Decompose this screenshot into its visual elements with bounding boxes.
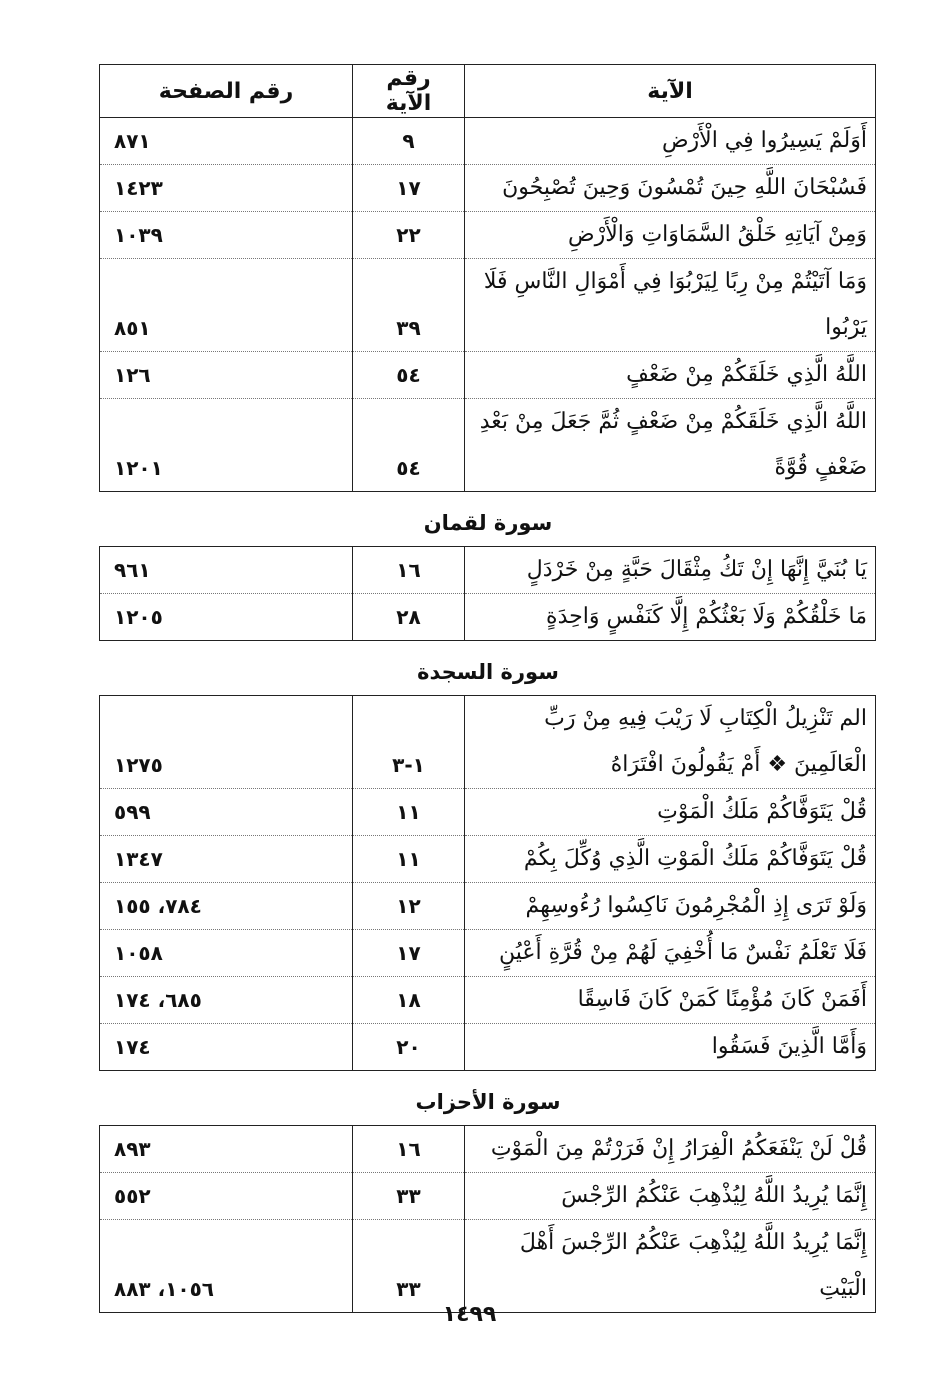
page-ref: ١٢٧٥ <box>100 696 353 789</box>
page-ref: ١٤٢٣ <box>100 165 353 212</box>
table-row <box>100 883 876 930</box>
ayah-number: ١١ <box>353 789 465 836</box>
table-row <box>100 399 876 492</box>
ayah-text: مَا خَلْقُكُمْ وَلَا بَعْثُكُمْ إِلَّا كَنَفْسٍ وَاحِدَةٍ <box>465 594 876 641</box>
ayah-number: ٣٣ <box>353 1220 465 1313</box>
page-ref: ٨٥١ <box>100 259 353 352</box>
ayah-text: قُلْ يَتَوَفَّاكُمْ مَلَكُ الْمَوْتِ الَّذِي وُكِّلَ بِكُمْ <box>465 836 876 883</box>
page-ref: ٨٩٣ <box>100 1126 353 1173</box>
table-row <box>100 789 876 836</box>
surah-title-ahzab: سورة الأحزاب <box>415 1090 561 1114</box>
ayah-number: ١٧ <box>353 165 465 212</box>
ayah-text: إِنَّمَا يُرِيدُ اللَّهُ لِيُذْهِبَ عَنْكُمُ الرِّجْسَ <box>465 1173 876 1220</box>
page-ref: ٦٨٥، ١٧٤ <box>100 977 353 1024</box>
ayah-text: وَمَا آتَيْتُمْ مِنْ رِبًا لِيَرْبُوَا فِي أَمْوَالِ النَّاسِ فَلَا يَرْبُوا <box>465 259 876 352</box>
page-ref: ٨٧١ <box>100 118 353 165</box>
index-table-ahzab <box>99 1125 876 1313</box>
page-ref: ٩٦١ <box>100 547 353 594</box>
page-ref: ١٧٤ <box>100 1024 353 1071</box>
table-row <box>100 1126 876 1173</box>
ayah-number: ١٨ <box>353 977 465 1024</box>
table-row <box>100 977 876 1024</box>
table-row <box>100 1173 876 1220</box>
ayah-number: ١٦ <box>353 547 465 594</box>
table-row <box>100 118 876 165</box>
ayah-text: وَمِنْ آيَاتِهِ خَلْقُ السَّمَاوَاتِ وَالْأَرْضِ <box>465 212 876 259</box>
ayah-number: ١١ <box>353 836 465 883</box>
page-ref: ١٠٥٦، ٨٨٣ <box>100 1220 353 1313</box>
index-page <box>100 64 876 1313</box>
ayah-text: وَأَمَّا الَّذِينَ فَسَقُوا <box>465 1024 876 1071</box>
index-table-sajdah <box>99 695 876 1071</box>
ayah-text: أَفَمَنْ كَانَ مُؤْمِنًا كَمَنْ كَانَ فَاسِقًا <box>465 977 876 1024</box>
ayah-text: اللَّهُ الَّذِي خَلَقَكُمْ مِنْ ضَعْفٍ <box>465 352 876 399</box>
table-row <box>100 1024 876 1071</box>
header-ayah-number: رقم الآية <box>353 65 465 118</box>
ayah-number: ٢٢ <box>353 212 465 259</box>
ayah-text: اللَّهُ الَّذِي خَلَقَكُمْ مِنْ ضَعْفٍ ثُمَّ جَعَلَ مِنْ بَعْدِ ضَعْفٍ قُوَّةً <box>465 399 876 492</box>
ayah-number: ٥٤ <box>353 352 465 399</box>
ayah-text: يَا بُنَيَّ إِنَّهَا إِنْ تَكُ مِثْقَالَ حَبَّةٍ مِنْ خَرْدَلٍ <box>465 547 876 594</box>
table-row <box>100 165 876 212</box>
page-ref: ٥٩٩ <box>100 789 353 836</box>
ayah-number: ١٦ <box>353 1126 465 1173</box>
page-ref: ١٣٤٧ <box>100 836 353 883</box>
ayah-number: ٣٣ <box>353 1173 465 1220</box>
ayah-number: ١٧ <box>353 930 465 977</box>
ayah-number: ٥٤ <box>353 399 465 492</box>
page-ref: ٥٥٢ <box>100 1173 353 1220</box>
ayah-number: ٩ <box>353 118 465 165</box>
header-ayah: الآية <box>465 65 876 118</box>
table-header-row <box>100 65 876 118</box>
page-ref: ١٠٣٩ <box>100 212 353 259</box>
index-table-luqman <box>99 546 876 641</box>
surah-title-luqman: سورة لقمان <box>423 511 553 535</box>
page-ref: ١٢٦ <box>100 352 353 399</box>
surah-title-sajdah: سورة السجدة <box>417 660 559 684</box>
ayah-text: الم تَنْزِيلُ الْكِتَابِ لَا رَيْبَ فِيهِ مِنْ رَبِّ الْعَالَمِينَ ❖ أَمْ يَقُولُونَ افْتَرَاهُ <box>465 696 876 789</box>
table-row <box>100 594 876 641</box>
page-ref: ١٠٥٨ <box>100 930 353 977</box>
page-number: ١٤٩٩ <box>442 1302 497 1327</box>
table-row <box>100 1220 876 1313</box>
ayah-number: ١٢ <box>353 883 465 930</box>
ayah-number: ٣٩ <box>353 259 465 352</box>
ayah-text: فَلَا تَعْلَمُ نَفْسٌ مَا أُخْفِيَ لَهُمْ مِنْ قُرَّةِ أَعْيُنٍ <box>465 930 876 977</box>
table-row <box>100 696 876 789</box>
table-row <box>100 836 876 883</box>
header-page-number: رقم الصفحة <box>100 65 353 118</box>
table-row <box>100 930 876 977</box>
ayah-number: ١-٣ <box>353 696 465 789</box>
page-ref: ٧٨٤، ١٥٥ <box>100 883 353 930</box>
page-ref: ١٢٠٥ <box>100 594 353 641</box>
table-row <box>100 352 876 399</box>
table-row <box>100 259 876 352</box>
ayah-text: وَلَوْ تَرَى إِذِ الْمُجْرِمُونَ نَاكِسُوا رُءُوسِهِمْ <box>465 883 876 930</box>
ayah-text: أَوَلَمْ يَسِيرُوا فِي الْأَرْضِ <box>465 118 876 165</box>
ayah-text: إِنَّمَا يُرِيدُ اللَّهُ لِيُذْهِبَ عَنْكُمُ الرِّجْسَ أَهْلَ الْبَيْتِ <box>465 1220 876 1313</box>
ayah-number: ٢٨ <box>353 594 465 641</box>
ayah-text: فَسُبْحَانَ اللَّهِ حِينَ تُمْسُونَ وَحِينَ تُصْبِحُونَ <box>465 165 876 212</box>
index-table-continued <box>99 64 876 492</box>
ayah-text: قُلْ لَنْ يَنْفَعَكُمُ الْفِرَارُ إِنْ فَرَرْتُمْ مِنَ الْمَوْتِ <box>465 1126 876 1173</box>
table-row <box>100 212 876 259</box>
page-ref: ١٢٠١ <box>100 399 353 492</box>
table-row <box>100 547 876 594</box>
ayah-text: قُلْ يَتَوَفَّاكُمْ مَلَكُ الْمَوْتِ <box>465 789 876 836</box>
ayah-number: ٢٠ <box>353 1024 465 1071</box>
